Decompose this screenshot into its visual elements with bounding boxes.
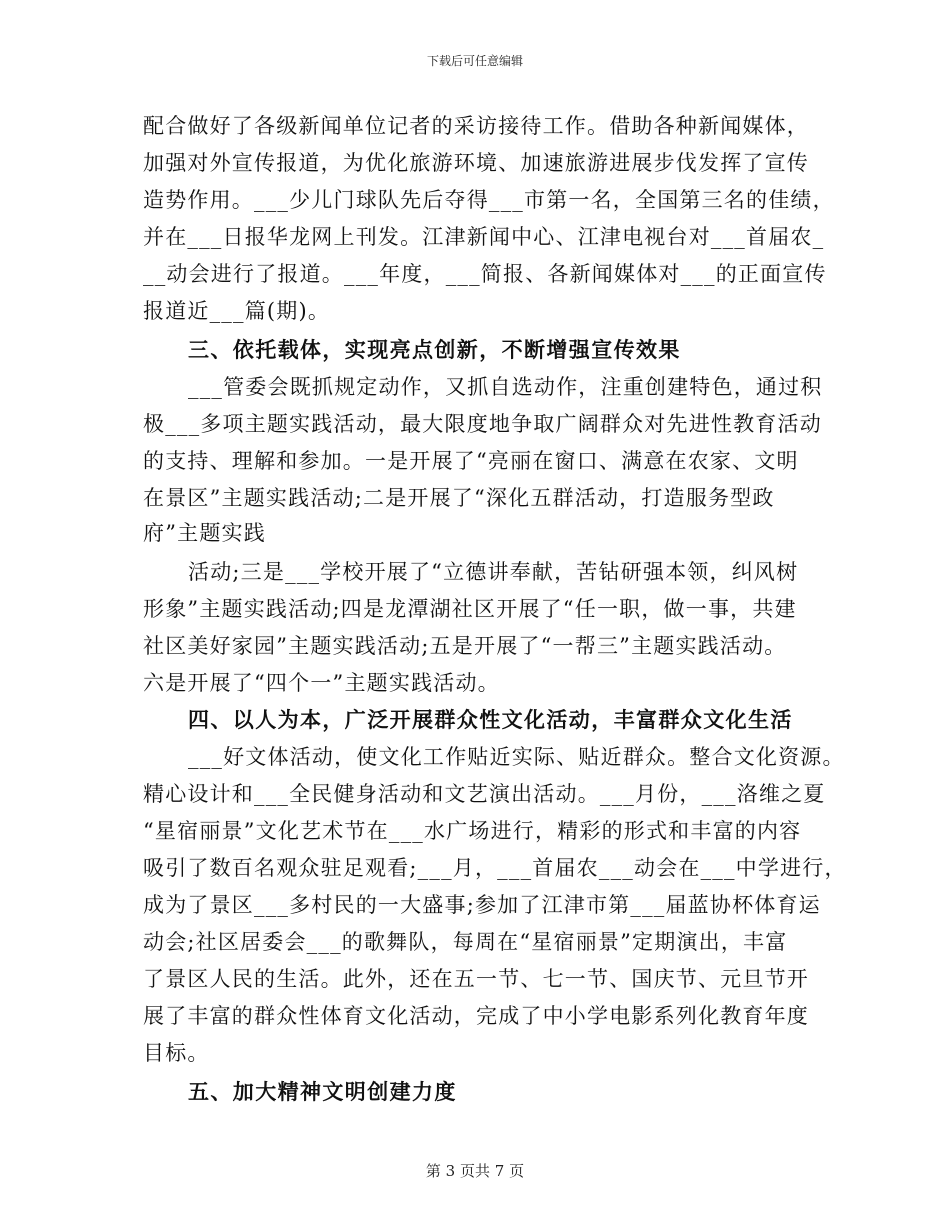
- body-line: 了景区人民的生活。此外，还在五一节、七一节、国庆节、元旦节开: [143, 967, 809, 991]
- body-line: 目标。: [143, 1041, 210, 1065]
- page-footer: 第 3 页共 7 页: [425, 1162, 525, 1180]
- page-header: 下载后可任意编辑: [426, 54, 523, 68]
- body-line: 极___多项主题实践活动，最大限度地争取广阔群众对先进性教育活动: [143, 412, 822, 436]
- body-line: 造势作用。___少儿门球队先后夺得___市第一名，全国第三名的佳绩，: [143, 188, 835, 212]
- body-line: 报道近___篇(期)。: [143, 299, 331, 323]
- body-line: ___管委会既抓规定动作，又抓自选动作，注重创建特色，通过积: [188, 375, 823, 399]
- body-line: ___好文体活动，使文化工作贴近实际、贴近群众。整合文化资源。: [188, 745, 845, 769]
- body-line: 并在___日报华龙网上刊发。江津新闻中心、江津电视台对___首届农_: [143, 225, 825, 249]
- body-line: 成为了景区___多村民的一大盛事;参加了江津市第___届蓝协杯体育运: [143, 893, 821, 917]
- body-line: 动会;社区居委会___的歌舞队，每周在“星宿丽景”定期演出，丰富: [143, 930, 788, 954]
- body-line: 形象”主题实践活动;四是龙潭湖社区开展了“任一职，做一事，共建: [143, 597, 797, 621]
- body-line: 社区美好家园”主题实践活动;五是开展了“一帮三”主题实践活动。: [143, 634, 787, 658]
- body-line: 活动;三是___学校开展了“立德讲奉献，苦钻研强本领，纠风树: [188, 560, 799, 584]
- body-line: 吸引了数百名观众驻足观看;___月，___首届农___动会在___中学进行，: [143, 856, 847, 880]
- body-line: 配合做好了各级新闻单位记者的采访接待工作。借助各种新闻媒体，: [143, 114, 809, 138]
- body-line: 的支持、理解和参加。一是开展了“亮丽在窗口、满意在农家、文明: [143, 449, 799, 473]
- body-line: 府”主题实践: [143, 521, 266, 545]
- section-heading-3: 三、依托载体，实现亮点创新，不断增强宣传效果: [188, 337, 681, 362]
- body-line: 六是开展了“四个一”主题实践活动。: [143, 671, 500, 695]
- body-line: 加强对外宣传报道，为优化旅游环境、加速旅游进展步伐发挥了宣传: [143, 151, 809, 175]
- body-line: “星宿丽景”文化艺术节在___水广场进行，精彩的形式和丰富的内容: [143, 819, 802, 843]
- body-line: 在景区”主题实践活动;二是开展了“深化五群活动，打造服务型政: [143, 486, 775, 510]
- section-heading-4: 四、以人为本，广泛开展群众性文化活动，丰富群众文化生活: [188, 707, 793, 732]
- body-line: 精心设计和___全民健身活动和文艺演出活动。___月份，___洛维之夏: [143, 782, 826, 806]
- body-line: 展了丰富的群众性体育文化活动，完成了中小学电影系列化教育年度: [143, 1004, 809, 1028]
- body-line: __动会进行了报道。___年度，___简报、各新闻媒体对___的正面宣传: [143, 262, 827, 286]
- section-heading-5: 五、加大精神文明创建力度: [188, 1079, 457, 1104]
